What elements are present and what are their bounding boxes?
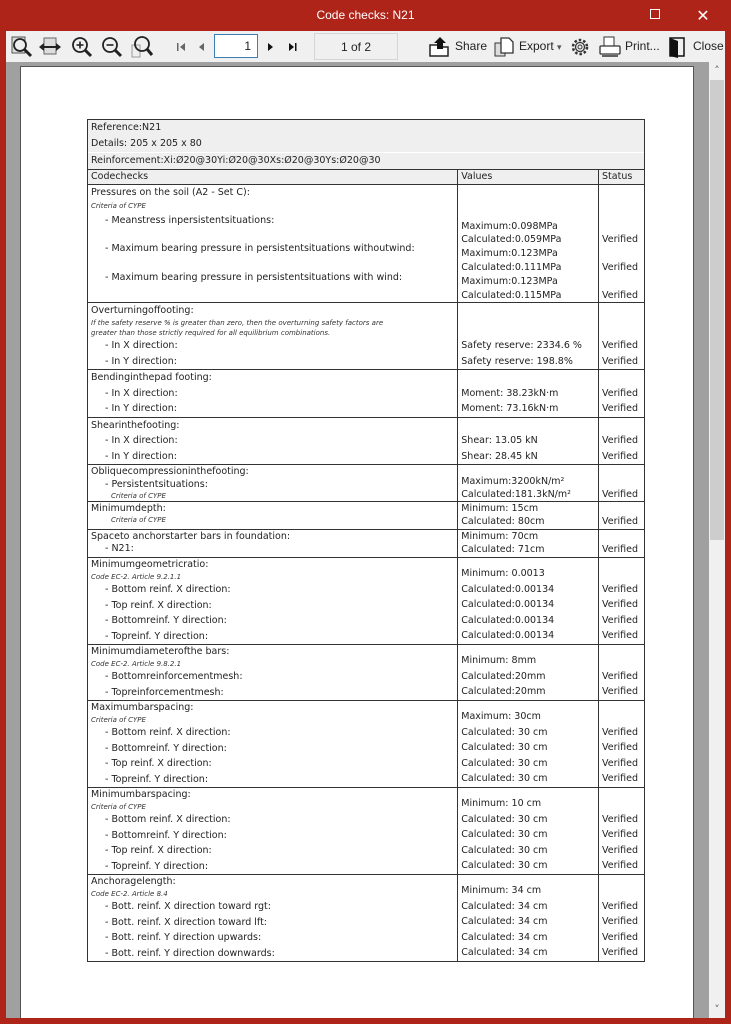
group-note: Criteria of CYPE [91, 716, 146, 724]
row-value: Shear: 28.45 kN [461, 450, 538, 462]
row-label: - In Y direction: [105, 355, 177, 367]
row-label: - Bottom reinf. X direction: [105, 814, 231, 825]
maximize-icon [650, 9, 660, 19]
group-title: Shearinthefooting: [91, 419, 180, 431]
group-note: Code EC-2. Article 9.8.2.1 [91, 660, 182, 668]
status-verified: Verified [602, 916, 639, 927]
group-title: Anchoragelength: [91, 876, 176, 887]
row-label: - Maximum bearing pressure in persistentsituations withoutwind: [105, 243, 415, 254]
reinforcement-line: Reinforcement:Xi:Ø20@30Yi:Ø20@30Xs:Ø20@30Ys:Ø20@30 [88, 153, 645, 170]
values-column-header: Values [458, 170, 599, 185]
group-title: Minimumdiameterofthe bars: [91, 646, 230, 657]
print-button[interactable]: Print... [625, 39, 660, 53]
row-label: - Bottom reinf. X direction: [105, 727, 231, 738]
status-verified: Verified [602, 450, 639, 462]
row-value: Moment: 73.16kN·m [461, 403, 559, 414]
row-label: - Bott. reinf. Y direction downwards: [105, 947, 275, 959]
status-verified: Verified [602, 931, 639, 943]
row-value: Calculated:20mm [461, 686, 546, 697]
row-value: Minimum: 15cm [461, 503, 539, 514]
check-group-min-bar-diameter [88, 645, 645, 701]
limit-value: Minimum: 0.0013 [461, 568, 545, 579]
check-group-bending [88, 370, 645, 418]
check-group-min-geometric-ratio [88, 558, 645, 645]
status-verified: Verified [602, 599, 639, 610]
page-view-icon[interactable] [10, 35, 34, 59]
group-note: Criteria of CYPE [111, 492, 166, 500]
close-button[interactable]: Close [693, 39, 724, 53]
export-icon[interactable] [492, 35, 516, 59]
vertical-scrollbar[interactable] [709, 62, 725, 1018]
scroll-down-arrow-icon[interactable]: ˅ [714, 1003, 720, 1016]
check-group-soil-pressure [88, 185, 645, 303]
row-value: Calculated:0.059MPa [461, 233, 562, 245]
status-verified: Verified [602, 355, 639, 367]
row-label: - Bott. reinf. Y direction upwards: [105, 932, 262, 943]
row-value: Calculated:0.00134 [461, 630, 555, 641]
group-note: greater than those strictly required for all equilibrium combinations. [91, 329, 331, 337]
zoom-in-icon[interactable] [70, 35, 94, 59]
row-label: - In X direction: [105, 387, 178, 399]
row-label: - Bottomreinf. Y direction: [105, 742, 227, 754]
row-value: Calculated: 80cm [461, 516, 545, 527]
check-group-minimum-depth [88, 502, 645, 530]
last-page-icon[interactable] [280, 35, 304, 59]
row-value: Maximum:0.123MPa [461, 275, 558, 287]
row-value: Calculated:0.00134 [461, 583, 555, 595]
group-note: Criteria of CYPE [91, 201, 146, 210]
next-page-icon[interactable] [258, 35, 282, 59]
row-value: Moment: 38.23kN·m [461, 387, 559, 399]
report-page [20, 66, 694, 1018]
status-verified: Verified [602, 900, 639, 912]
scroll-up-arrow-icon[interactable]: ˄ [714, 64, 720, 77]
row-value: Minimum: 70cm [461, 531, 539, 542]
limit-value: Minimum: 8mm [461, 655, 537, 666]
prev-page-icon[interactable] [190, 35, 214, 59]
status-verified: Verified [602, 813, 639, 825]
status-verified: Verified [602, 773, 639, 784]
group-title: Overturningoffooting: [91, 304, 194, 316]
group-title: Minimumgeometricratio: [91, 559, 209, 570]
export-label: Export [519, 39, 554, 53]
row-label: - Topreinf. Y direction: [105, 773, 209, 785]
status-verified: Verified [602, 233, 639, 245]
page-count: 1 of 2 [314, 33, 398, 60]
share-button[interactable]: Share [455, 39, 488, 53]
row-value: Calculated: 30 cm [461, 844, 548, 856]
row-value: Calculated: 30 cm [461, 726, 548, 738]
row-value: Maximum:0.123MPa [461, 247, 558, 259]
check-group-anchorage-length [88, 875, 645, 962]
row-label: - In Y direction: [105, 403, 177, 414]
row-label: - Top reinf. X direction: [105, 599, 212, 611]
row-value: Calculated:0.115MPa [461, 289, 562, 301]
row-value: Calculated:0.00134 [461, 614, 555, 626]
status-verified: Verified [602, 947, 639, 958]
check-group-anchor-space [88, 530, 645, 558]
group-title: Minimumbarspacing: [91, 789, 191, 800]
group-note: Criteria of CYPE [111, 516, 166, 524]
row-label: - Topreinforcementmesh: [105, 686, 224, 698]
status-verified: Verified [602, 516, 639, 527]
group-title: Bendinginthepad footing: [91, 372, 212, 383]
row-value: Calculated:20mm [461, 670, 546, 682]
row-label: - Bottomreinf. Y direction: [105, 615, 227, 626]
status-column-header: Status [599, 170, 645, 185]
group-title: Minimumdepth: [91, 503, 166, 514]
row-value: Calculated: 34 cm [461, 916, 548, 927]
export-button[interactable] [519, 39, 562, 53]
export-dropdown-arrow-icon: ▾ [557, 42, 562, 52]
print-icon[interactable] [598, 35, 622, 59]
row-value: Calculated:0.00134 [461, 599, 555, 610]
row-value: Calculated: 30 cm [461, 813, 548, 825]
window-close-button[interactable]: ✕ [696, 6, 710, 25]
check-group-oblique-compression [88, 465, 645, 502]
document-viewer [6, 62, 709, 1018]
scrollbar-thumb[interactable] [710, 80, 724, 540]
zoom-out-icon[interactable] [100, 35, 124, 59]
toolbar [6, 31, 725, 62]
row-label: - Meanstress inpersistentsituations: [105, 214, 275, 226]
check-group-max-bar-spacing [88, 701, 645, 788]
row-label: - In Y direction: [105, 450, 177, 462]
row-value: Calculated: 30 cm [461, 829, 548, 840]
row-label: - Top reinf. X direction: [105, 845, 212, 856]
status-verified: Verified [602, 726, 639, 738]
row-value: Maximum:0.098MPa [461, 220, 558, 232]
status-verified: Verified [602, 289, 639, 301]
status-verified: Verified [602, 860, 639, 871]
row-label: - Topreinf. Y direction: [105, 630, 209, 642]
row-value: Calculated: 30 cm [461, 757, 548, 769]
status-verified: Verified [602, 757, 639, 769]
row-label: - Bottom reinf. X direction: [105, 584, 231, 595]
row-value: Calculated: 30 cm [461, 773, 548, 784]
window-title: Code checks: N21 [316, 8, 415, 22]
row-label: - Bott. reinf. X direction toward lft: [105, 916, 268, 928]
status-verified: Verified [602, 829, 639, 840]
status-verified: Verified [602, 742, 639, 753]
group-title: Spaceto anchorstarter bars in foundation: [91, 531, 291, 542]
row-value: Calculated: 30 cm [461, 742, 548, 753]
row-value: Safety reserve: 198.8% [461, 355, 573, 367]
group-title: Obliquecompressioninthefooting: [91, 466, 249, 477]
close-door-icon[interactable] [666, 35, 690, 59]
details-line: Details: 205 x 205 x 80 [88, 136, 645, 153]
row-value: Calculated: 34 cm [461, 947, 548, 958]
row-value: Calculated: 71cm [461, 544, 545, 555]
row-value: Calculated: 34 cm [461, 931, 548, 943]
settings-icon[interactable] [568, 35, 592, 59]
codechecks-column-header: Codechecks [88, 170, 458, 185]
check-group-overturning [88, 302, 645, 370]
fit-width-icon[interactable] [38, 35, 62, 59]
status-verified: Verified [602, 844, 639, 856]
row-value: Calculated: 34 cm [461, 900, 548, 912]
row-value: Calculated:0.111MPa [461, 261, 562, 273]
row-value: Calculated:181.3kN/m² [461, 489, 571, 500]
group-title: Maximumbarspacing: [91, 702, 194, 713]
group-note: Code EC-2. Article 8.4 [91, 890, 168, 898]
status-verified: Verified [602, 387, 639, 399]
group-title: Pressures on the soil (A2 - Set C): [91, 187, 250, 198]
row-label: - Maximum bearing pressure in persistentsituations with wind: [105, 271, 403, 283]
row-value: Calculated: 30 cm [461, 860, 548, 871]
status-verified: Verified [602, 583, 639, 595]
status-verified: Verified [602, 686, 639, 697]
row-label: - Persistentsituations: [105, 479, 208, 490]
row-value: Safety reserve: 2334.6 % [461, 340, 582, 351]
row-label: - N21: [105, 543, 134, 554]
status-verified: Verified [602, 630, 639, 641]
row-label: - Bottomreinforcementmesh: [105, 671, 243, 682]
status-verified: Verified [602, 403, 639, 414]
row-label: - In X direction: [105, 340, 178, 351]
status-verified: Verified [602, 544, 639, 555]
row-value: Shear: 13.05 kN [461, 435, 538, 446]
title-bar[interactable] [0, 0, 731, 31]
status-verified: Verified [602, 670, 639, 682]
status-verified: Verified [602, 614, 639, 626]
status-verified: Verified [602, 261, 639, 273]
limit-value: Minimum: 34 cm [461, 885, 542, 896]
group-note: If the safety reserve % is greater than zero, then the overturning safety factors are [91, 319, 384, 327]
group-note: Criteria of CYPE [91, 803, 146, 811]
row-label: - In X direction: [105, 435, 178, 446]
row-label: - Topreinf. Y direction: [105, 860, 209, 872]
status-verified: Verified [602, 435, 639, 446]
check-group-min-bar-spacing [88, 788, 645, 875]
zoom-page-icon[interactable] [130, 35, 154, 59]
group-note: Code EC-2. Article 9.2.1.1 [91, 573, 182, 581]
status-verified: Verified [602, 340, 639, 351]
reference-line: Reference:N21 [88, 120, 645, 137]
row-label: - Bott. reinf. X direction toward rgt: [105, 901, 271, 912]
row-label: - Bottomreinf. Y direction: [105, 829, 227, 841]
row-value: Maximum:3200kN/m² [461, 476, 565, 487]
code-checks-table [87, 119, 645, 962]
limit-value: Maximum: 30cm [461, 711, 541, 722]
limit-value: Minimum: 10 cm [461, 798, 542, 809]
maximize-button[interactable] [632, 0, 678, 31]
row-label: - Top reinf. X direction: [105, 758, 212, 769]
page-number-input[interactable]: 1 [214, 34, 258, 58]
status-verified: Verified [602, 489, 639, 500]
check-group-shear [88, 417, 645, 465]
share-icon[interactable] [428, 35, 452, 59]
